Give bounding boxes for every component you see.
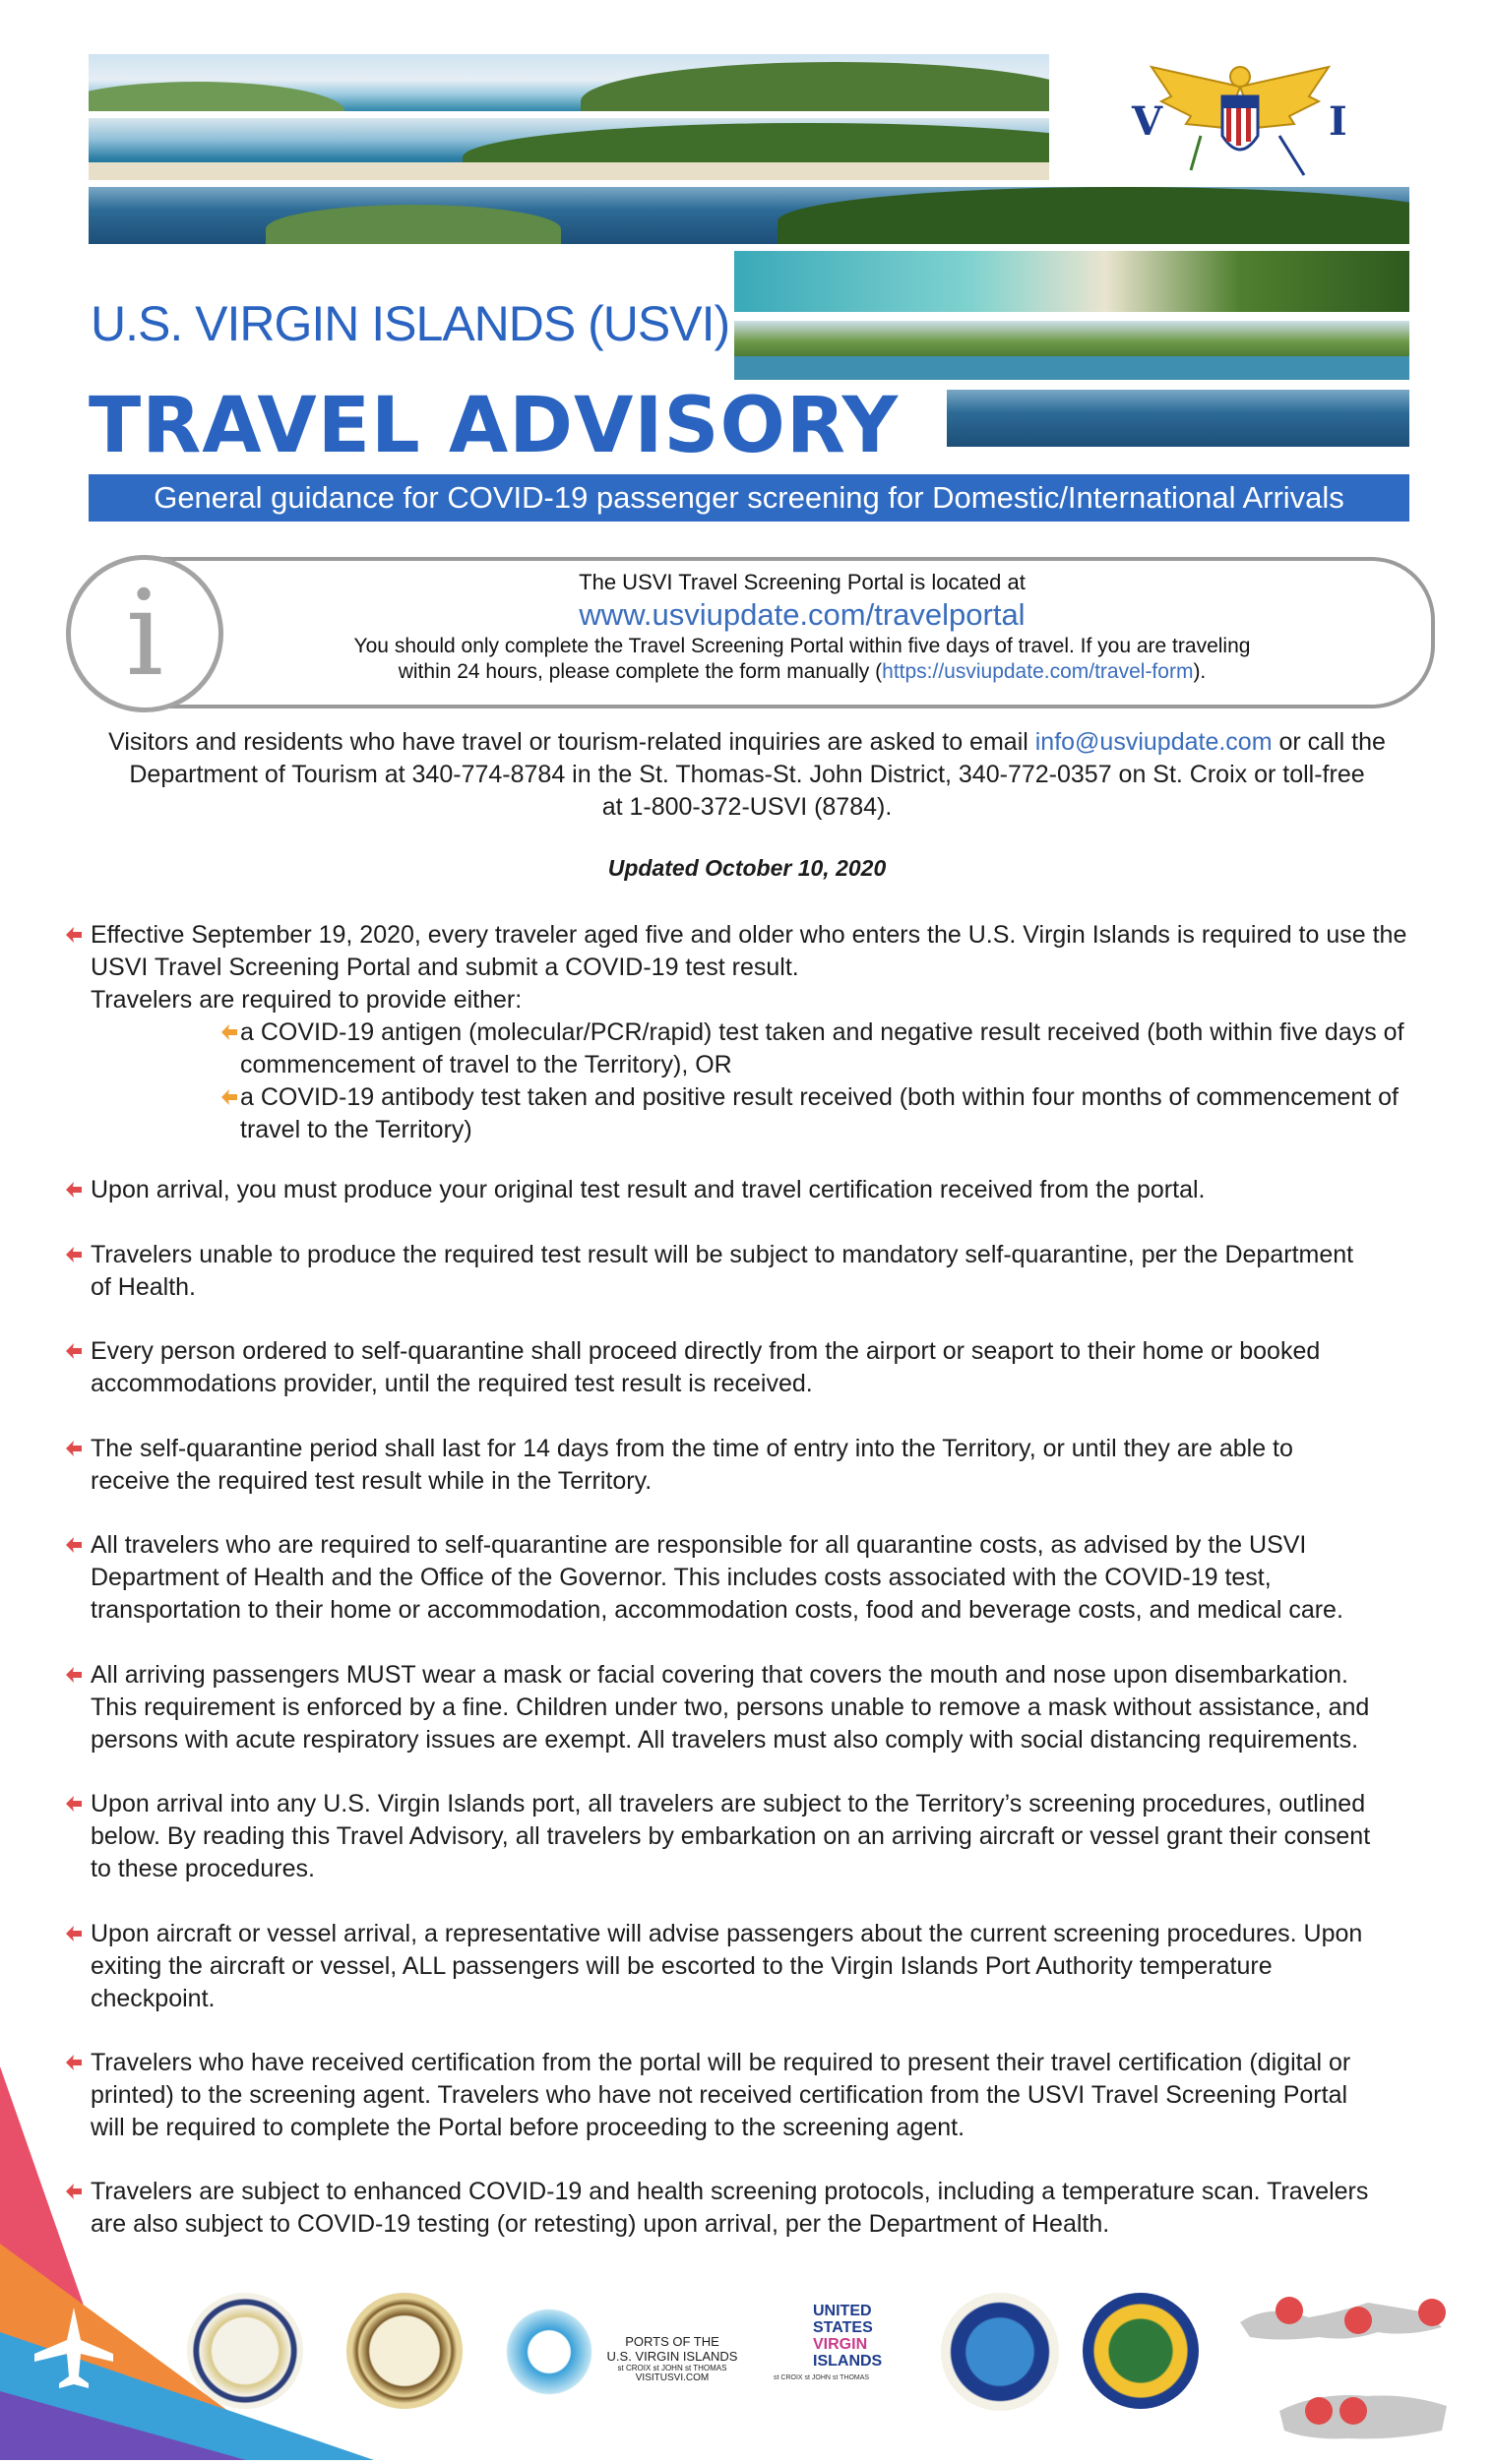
islands-map-icon xyxy=(1230,2283,1486,2450)
bullet-mask-requirement: All arriving passengers MUST wear a mask or facial covering that covers the mouth and nose upon disembarkation. This requirement is enforced by a fine. Children under two, persons unable to remove a mask without assistance, and persons with acute respiratory issues are exempt. All travelers must also comply with social distancing requirements. xyxy=(65,1659,1413,1756)
red-arrow-bullet-icon xyxy=(65,1795,83,1813)
updated-date: Updated October 10, 2020 xyxy=(607,855,887,881)
red-arrow-bullet-icon xyxy=(65,1536,83,1554)
office-of-governor-seal-icon xyxy=(1083,2293,1199,2409)
portal-url-link[interactable]: www.usviupdate.com/travelportal xyxy=(579,597,1026,632)
portal-info-text xyxy=(226,569,1378,685)
red-arrow-bullet-icon xyxy=(65,926,83,944)
portal-info-line3: You should only complete the Travel Screening Portal within five days of travel. If you are traveling xyxy=(353,635,1251,657)
flag-letter-i: I xyxy=(1329,98,1347,145)
red-arrow-bullet-icon xyxy=(65,1181,83,1199)
portal-info-line4: within 24 hours, please complete the form manually (https://usviupdate.com/travel-form). xyxy=(398,660,1207,683)
red-arrow-bullet-icon xyxy=(65,1666,83,1684)
photo-strip-5 xyxy=(734,321,1409,380)
corner-decoration xyxy=(0,2066,374,2460)
red-arrow-bullet-icon xyxy=(65,1925,83,1942)
orange-arrow-bullet-icon xyxy=(220,1088,238,1106)
flag-letter-v: V xyxy=(1132,98,1163,145)
bullet-quarantine-period: The self-quarantine period shall last for 14 days from the time of entry into the Territory, or until they are able to receive the required test result while in the Territory. xyxy=(65,1433,1413,1498)
department-of-health-seal-icon xyxy=(187,2293,303,2409)
bullet-certification: Travelers who have received certification from the portal will be required to present their travel certification (digital or printed) to the screening agent. Travelers who have not received certification from the USVI Travel Screening Portal will be required to complete the Portal before proceeding to the screening agent. xyxy=(65,2047,1413,2144)
sub-bullet-antigen: a COVID-19 antigen (molecular/PCR/rapid) test taken and negative result received (both within five days of commencement of travel to the Territory), OR xyxy=(240,1016,1413,1081)
dpnr-seal-icon xyxy=(941,2293,1059,2411)
subtitle-band: General guidance for COVID-19 passenger screening for Domestic/International Arrivals xyxy=(89,474,1409,522)
email-link[interactable]: info@usviupdate.com xyxy=(1034,728,1273,756)
usvi-tourism-logo: UNITED STATES VIRGIN ISLANDS st CROIX st JOHN st THOMAS xyxy=(774,2303,883,2381)
photo-strip-2 xyxy=(89,118,1049,180)
port-authority-seal-icon xyxy=(346,2293,463,2409)
bullet-health-screening: Travelers are subject to enhanced COVID-19 and health screening protocols, including a temperature scan. Travelers are also subject to COVID-19 testing (or retesting) upon arrival, per the Department of Health. xyxy=(65,2176,1413,2241)
red-arrow-bullet-icon xyxy=(65,1342,83,1360)
photo-strip-1 xyxy=(89,54,1049,111)
airplane-icon xyxy=(30,2303,118,2391)
page-title-line1: U.S. VIRGIN ISLANDS (USVI) xyxy=(91,296,730,351)
usvi-flag-emblem xyxy=(1132,47,1348,185)
info-icon: i xyxy=(66,555,223,712)
contact-paragraph: Visitors and residents who have travel or tourism-related inquiries are asked to email info@usviupdate.com or call the Department of Tourism at 340-774-8784 in the St. Thomas-St. John District, 340-772-0357 on St. Croix or toll-free at 1-800-372-USVI (8784). xyxy=(108,728,1386,821)
bullet-self-quarantine-mandatory: Travelers unable to produce the required test result will be subject to mandatory self-quarantine, per the Department of Health. xyxy=(65,1239,1413,1304)
bullet-arrival-documents: Upon arrival, you must produce your original test result and travel certification received from the portal. xyxy=(65,1174,1413,1206)
bullet-quarantine-costs: All travelers who are required to self-quarantine are responsible for all quarantine costs, as advised by the USVI Department of Health and the Office of the Governor. This includes costs associated with the COVID-19 test, transportation to their home or accommodation, accommodation costs, food and beverage costs, and medical care. xyxy=(65,1529,1413,1627)
photo-strip-6 xyxy=(947,390,1409,447)
ports-of-usvi-text: PORTS OF THE U.S. VIRGIN ISLANDS st CROIX st JOHN st THOMAS VISITUSVI.COM xyxy=(606,2334,738,2383)
page-title-line2: TRAVEL ADVISORY xyxy=(89,382,900,470)
bullet-screening-consent: Upon arrival into any U.S. Virgin Islands port, all travelers are subject to the Territory’s screening procedures, outlined below. By reading this Travel Advisory, all travelers by embarkation on an arriving aircraft or vessel grant their consent to these procedures. xyxy=(65,1788,1413,1885)
photo-strip-4 xyxy=(734,251,1409,312)
orange-arrow-bullet-icon xyxy=(220,1023,238,1041)
ports-of-usvi-logo-icon xyxy=(500,2303,598,2401)
photo-strip-3 xyxy=(89,187,1409,244)
red-arrow-bullet-icon xyxy=(65,1440,83,1457)
bullet-vessel-arrival: Upon aircraft or vessel arrival, a representative will advise passengers about the current screening procedures. Upon exiting the aircraft or vessel, ALL passengers will be escorted to the Virgin Islands Port Authority temperature checkpoint. xyxy=(65,1918,1413,2015)
portal-info-line1: The USVI Travel Screening Portal is located at xyxy=(579,570,1026,594)
travel-form-link[interactable]: https://usviupdate.com/travel-form xyxy=(882,660,1194,683)
bullet-testing-requirement: Effective September 19, 2020, every traveler aged five and older who enters the U.S. Virgin Islands is required to use the USVI Travel Screening Portal and submit a COVID-19 test result. Travelers are required to provide either: a COVID-19 antigen (molecular/PCR/rapid) test taken and negative result received (both within five days of commencement of travel to the Territory), OR a COVID-19 antibody test taken and positive result received (both within four months of commencement of travel to the Territory) xyxy=(65,919,1413,1146)
red-arrow-bullet-icon xyxy=(65,1246,83,1263)
sub-bullet-antibody: a COVID-19 antibody test taken and positive result received (both within four months of commencement of travel to the Territory) xyxy=(240,1081,1413,1146)
bullet-quarantine-location: Every person ordered to self-quarantine shall proceed directly from the airport or seaport to their home or booked accommodations provider, until the required test result is received. xyxy=(65,1335,1413,1400)
